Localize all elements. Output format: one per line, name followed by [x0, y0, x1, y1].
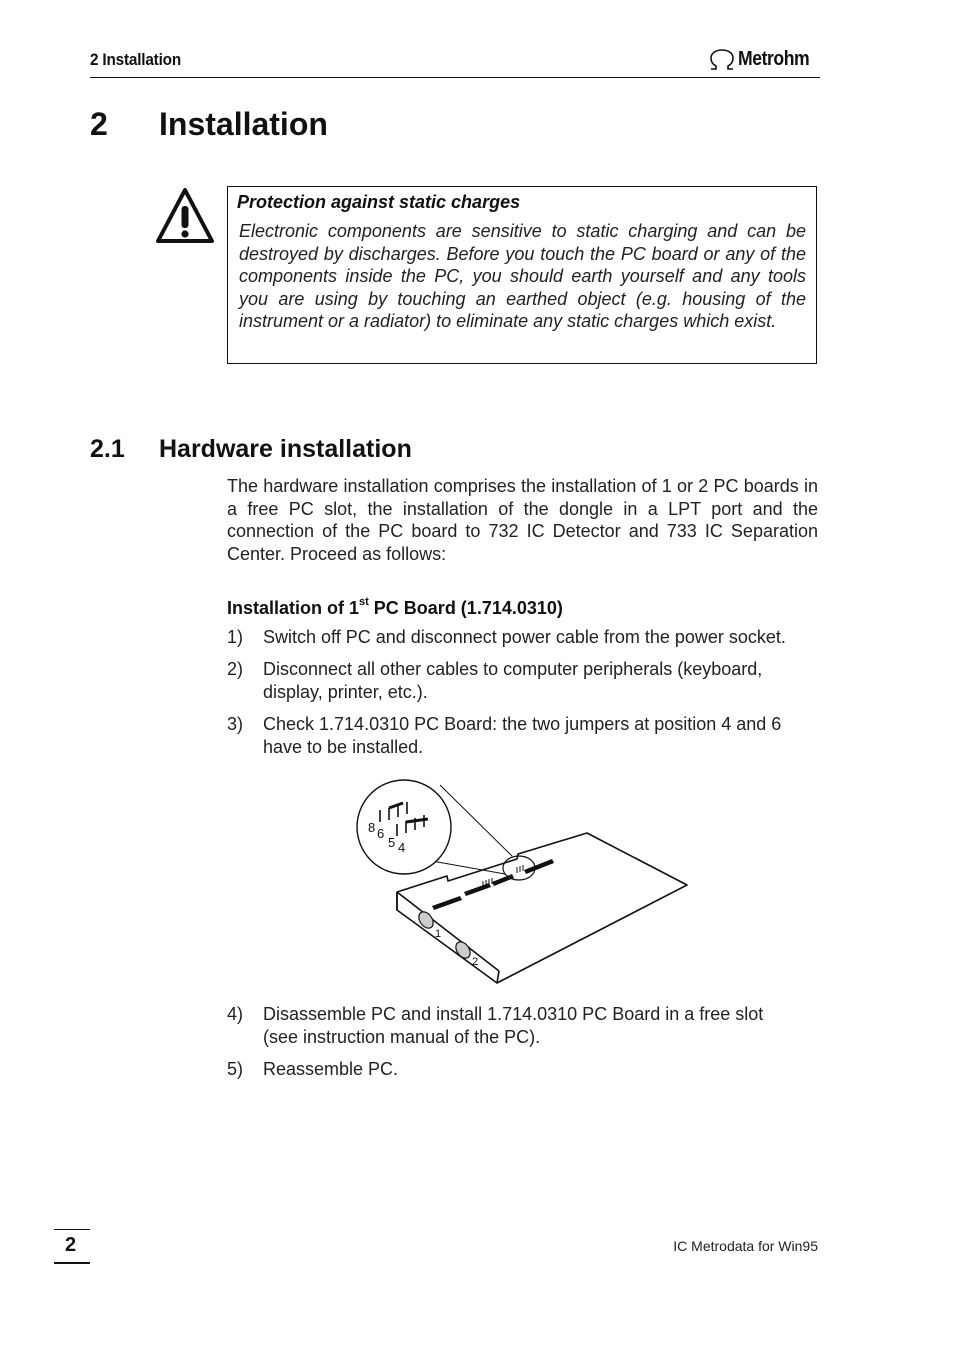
brand-logo [708, 48, 819, 71]
subsection-suffix: PC Board (1.714.0310) [368, 598, 563, 618]
step-text: Disassemble PC and install 1.714.0310 PC Board in a free slot (see instruction manual of the PC). [263, 1004, 764, 1047]
subsection-sup: st [359, 596, 369, 608]
step-item [227, 1058, 818, 1081]
step-text: Reassemble PC. [263, 1059, 399, 1079]
static-charge-note [227, 186, 817, 364]
zoom-line-bottom [432, 861, 505, 874]
step-number: 5) [227, 1059, 244, 1079]
step-number: 1) [227, 627, 244, 647]
connector-bracket [416, 909, 473, 961]
footer-rule-top [54, 1229, 90, 1230]
jumper-label-8: 8 [368, 820, 376, 835]
step-text: Check 1.714.0310 PC Board: the two jumpers at position 4 and 6 have to be installed. [263, 714, 782, 757]
step-item [227, 1003, 818, 1048]
step-text: Disconnect all other cables to computer peripherals (keyboard, display, printer, etc.). [263, 659, 763, 702]
jumper-label-6: 6 [377, 826, 385, 841]
page-number: 2 [65, 1234, 77, 1256]
header-rule [90, 77, 820, 78]
running-head: 2 Installation [90, 50, 181, 69]
omega-logo-icon [708, 49, 736, 71]
chapter-title-text: Installation [159, 106, 328, 142]
note-title: Protection against static charges [237, 192, 521, 212]
brand-name: Metrohm [738, 48, 810, 70]
step-item [227, 713, 818, 758]
jumper-label-4: 4 [398, 840, 406, 855]
step-number: 2) [227, 659, 244, 679]
step-text: Switch off PC and disconnect power cable from the power socket. [263, 627, 786, 647]
section-title-text: Hardware installation [159, 435, 412, 463]
connector-label-2: 2 [472, 956, 479, 968]
connector-label-1: 1 [435, 928, 442, 940]
section-title [90, 435, 412, 464]
jumper-label-5: 5 [388, 835, 396, 850]
chapter-number: 2 [90, 106, 108, 142]
pc-board-figure [352, 775, 692, 987]
footer-rule-bottom [54, 1262, 90, 1264]
warning-triangle-icon [155, 186, 215, 244]
section-number: 2.1 [90, 435, 125, 463]
step-number: 4) [227, 1004, 244, 1024]
subsection-title [227, 598, 563, 619]
subsection-prefix: Installation of 1 [227, 598, 360, 618]
document-name: IC Metrodata for Win95 [673, 1238, 818, 1254]
section-intro: The hardware installation comprises the installation of 1 or 2 PC boards in a free PC slot, the installation of the dongle in a LPT port and the connection of the PC board to 732 IC Detector and 733 IC Separation Center. Proceed as follows: [227, 476, 818, 564]
chapter-title [90, 106, 328, 143]
note-body: Electronic components are sensitive to static charging and can be destroyed by discharges. Before you touch the PC board or any of the components inside the PC, you should earth yourself and any tools you are using by touching an earthed object (e.g. housing of the instrument or a radiator) to eliminate any static charges which exist. [239, 221, 806, 332]
step-item [227, 658, 818, 703]
step-number: 3) [227, 714, 244, 734]
step-item [227, 626, 818, 649]
